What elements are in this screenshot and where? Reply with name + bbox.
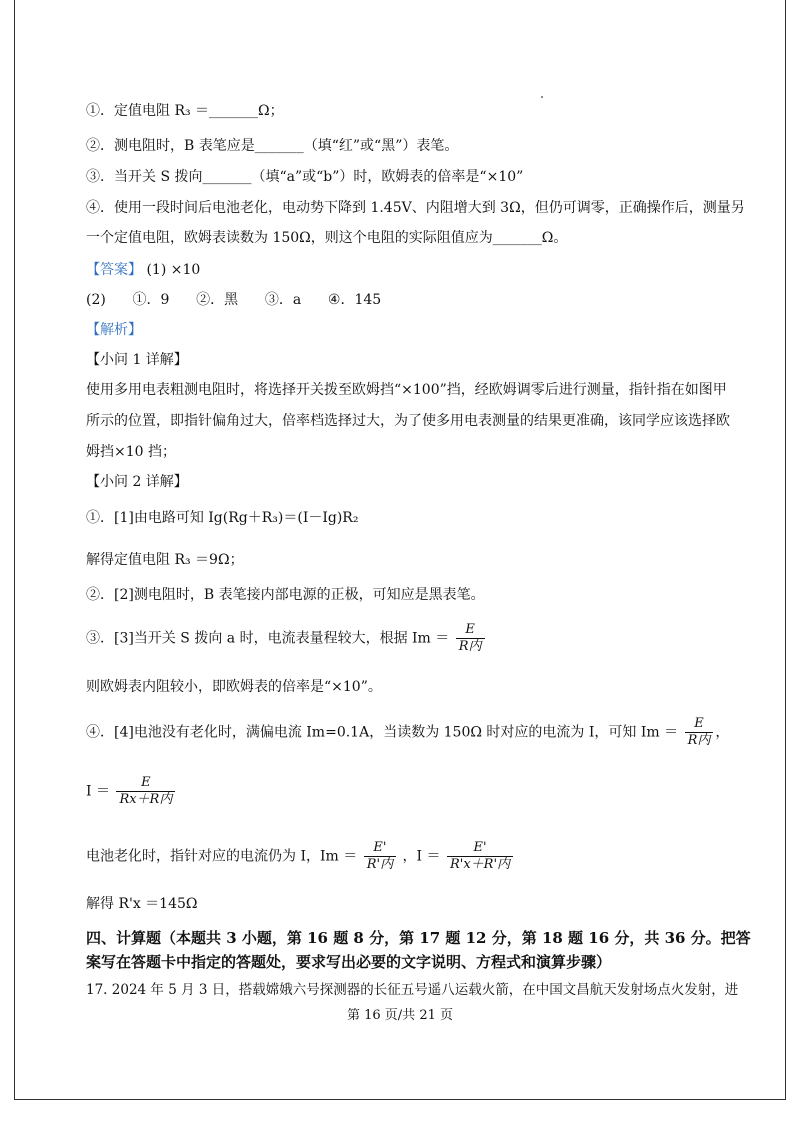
analysis-tag: 【解析】 <box>86 322 142 338</box>
step-5 <box>86 840 515 873</box>
step-3 <box>86 622 487 655</box>
section-title-line2: 案写在答题卡中指定的答题处，要求写出必要的文字说明、方程式和演算步骤） <box>86 953 612 971</box>
step-5-mid: ，I ＝ <box>402 848 441 865</box>
answer-line-1 <box>86 261 200 279</box>
q4-item-4-line1: ④．使用一段时间后电池老化，电动势下降到 1.45V、内阻增大到 3Ω，但仍可调零，正确操作后，测量另 <box>86 200 745 216</box>
fraction-ep-over-rpin <box>364 840 396 873</box>
fraction-numerator: E' <box>364 840 396 857</box>
fraction-denominator: Rx＋R内 <box>119 792 173 807</box>
sub1-para-line3: 姆挡×10 挡； <box>86 444 176 460</box>
step-3-conclusion: 则欧姆表内阻较小，即欧姆表的倍率是“×10”。 <box>86 679 382 695</box>
q4-item-4-line2: 一个定值电阻，欧姆表读数为 150Ω，则这个电阻的实际阻值应为_______Ω。 <box>86 230 568 246</box>
step-1-equation: ①．[1]由电路可知 Ig(Rg＋R₃)＝(I－Ig)R₂ <box>86 510 359 526</box>
fraction-numerator: E <box>685 716 714 733</box>
answer-tag: 【答案】 <box>86 262 142 278</box>
fraction-numerator: E <box>116 775 175 792</box>
scan-dot <box>541 96 543 98</box>
fraction-denominator: R'x＋R'内 <box>449 857 511 872</box>
q4-item-3: ③．当开关 S 拨向_______（填“a”或“b”）时，欧姆表的倍率是“×10” <box>86 169 524 185</box>
step-4: ④．[4]电池没有老化时，满偏电流 Im=0.1A，当读数为 150Ω 时对应的电流为 I，可知 Im ＝ $\frac{E}{\text{R内}}$ ， <box>86 716 730 748</box>
step-5-text: 电池老化时，指针对应的电流仍为 I，Im ＝ <box>86 848 358 865</box>
step-6-result: 解得 R'x ＝145Ω <box>86 896 198 912</box>
fraction-numerator: E <box>456 622 485 639</box>
step-2: ②．[2]测电阻时，B 表笔接内部电源的正极，可知应是黑表笔。 <box>86 587 485 603</box>
fraction-e-over-rin <box>456 622 485 655</box>
page-footer: 第 16 页/共 21 页 <box>347 1008 453 1023</box>
fraction-denominator: R'内 <box>366 857 394 872</box>
sub1-title: 【小问 1 详解】 <box>86 352 188 368</box>
answer-line-2: (2) ①．9 ②．黑 ③．a ④．145 <box>86 292 382 308</box>
q4-item-2: ②．测电阻时，B 表笔应是_______（填“红”或“黑”）表笔。 <box>86 138 459 154</box>
fraction-ep-over-rpx-plus-rpin <box>447 840 513 873</box>
step-3-text: ③．[3]当开关 S 拨向 a 时，电流表量程较大，根据 Im ＝ <box>86 630 450 647</box>
fraction-e-over-rin-2 <box>685 716 714 749</box>
sub1-para-line1: 使用多用电表粗测电阻时，将选择开关拨至欧姆挡“×100”挡，经欧姆调零后进行测量，指针指在如图甲 <box>86 382 727 398</box>
step-1-result: 解得定值电阻 R₃ ＝9Ω； <box>86 552 244 568</box>
section-title-line1: 四、计算题（本题共 3 小题，第 16 题 8 分，第 17 题 12 分，第 18 题 16 分，共 36 分。把答 <box>86 929 751 947</box>
step-4-text: ④．[4]电池没有老化时，满偏电流 Im=0.1A，当读数为 150Ω 时对应的电流为 I，可知 Im ＝ <box>86 724 679 741</box>
q4-item-1: ①．定值电阻 R₃ ＝_______Ω； <box>86 103 284 119</box>
fraction-numerator: E' <box>447 840 513 857</box>
sub2-title: 【小问 2 详解】 <box>86 474 188 490</box>
fraction-e-over-rx-plus-rin <box>116 775 175 808</box>
answer-part-1: (1) ×10 <box>146 262 201 278</box>
fraction-denominator: R内 <box>458 639 482 654</box>
step-4-eq-lhs: I ＝ <box>86 783 110 800</box>
step-4-equation <box>86 775 177 808</box>
question-17: 17. 2024 年 5 月 3 日，搭载嫦娥六号探测器的长征五号遥八运载火箭，在中国文昌航天发射场点火发射，进 <box>86 982 739 998</box>
sub1-para-line2: 所示的位置，即指针偏角过大，倍率档选择过大，为了使多用电表测量的结果更准确，该同学应该选择欧 <box>86 413 730 429</box>
fraction-denominator: R内 <box>687 733 711 748</box>
